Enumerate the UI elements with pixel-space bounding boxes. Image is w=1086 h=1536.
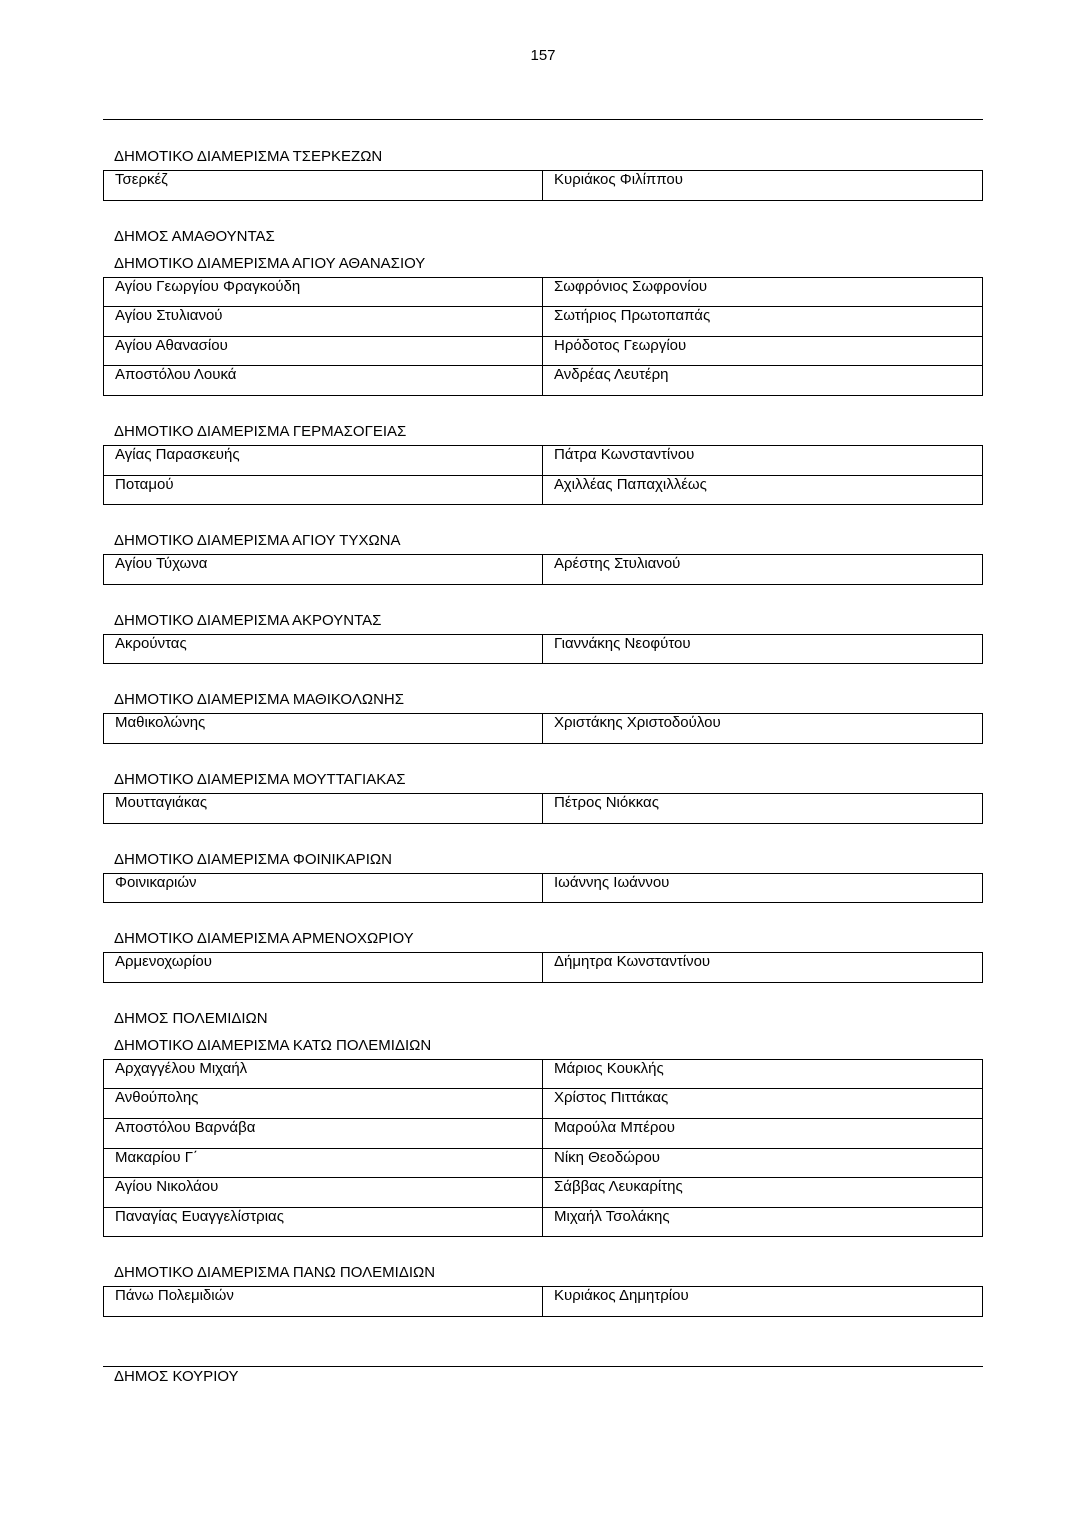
person-cell: Μαρούλα Μπέρου [543, 1118, 983, 1148]
district-title: ΔΗΜΟΤΙΚΟ ΔΙΑΜΕΡΙΣΜΑ ΜΑΘΙΚΟΛΩΝΗΣ [114, 691, 405, 709]
municipality-title: ΔΗΜΟΣ ΑΜΑΘΟΥΝΤΑΣ [114, 227, 275, 245]
district-table [103, 713, 983, 744]
person-cell: Μάριος Κουκλής [543, 1059, 983, 1089]
table-row [104, 1287, 983, 1317]
district-table [103, 793, 983, 824]
municipality-title: ΔΗΜΟΣ ΠΟΛΕΜΙΔΙΩΝ [114, 1009, 268, 1027]
table-row [104, 366, 983, 396]
parish-cell: Αγίου Τύχωνα [104, 555, 543, 585]
parish-cell: Αποστόλου Βαρνάβα [104, 1118, 543, 1148]
parish-cell: Αρμενοχωρίου [104, 953, 543, 983]
district-section [103, 771, 983, 824]
district-section [103, 1037, 983, 1238]
district-section [103, 532, 983, 585]
footer-rule [103, 1366, 983, 1367]
parish-cell: Μακαρίου Γ΄ [104, 1148, 543, 1178]
person-cell: Χριστάκης Χριστοδούλου [543, 714, 983, 744]
district-table [103, 445, 983, 505]
table-row [104, 445, 983, 475]
person-cell: Πέτρος Νιόκκας [543, 793, 983, 823]
district-table [103, 1059, 983, 1238]
district-section [103, 1264, 983, 1317]
parish-cell: Παναγίας Ευαγγελίστριας [104, 1207, 543, 1237]
district-table [103, 170, 983, 201]
table-row [104, 555, 983, 585]
table-row [104, 634, 983, 664]
table-row [104, 307, 983, 337]
district-title: ΔΗΜΟΤΙΚΟ ΔΙΑΜΕΡΙΣΜΑ ΜΟΥΤΤΑΓΙΑΚΑΣ [114, 770, 406, 788]
person-cell: Σωτήριος Πρωτοπαπάς [543, 307, 983, 337]
parish-cell: Τσερκέζ [104, 171, 543, 201]
table-row [104, 171, 983, 201]
person-cell: Πάτρα Κωνσταντίνου [543, 445, 983, 475]
parish-cell: Μαθικολώνης [104, 714, 543, 744]
document-body [103, 148, 983, 1344]
district-title: ΔΗΜΟΤΙΚΟ ΔΙΑΜΕΡΙΣΜΑ ΑΡΜΕΝΟΧΩΡΙΟΥ [114, 930, 414, 948]
district-title: ΔΗΜΟΤΙΚΟ ΔΙΑΜΕΡΙΣΜΑ ΠΑΝΩ ΠΟΛΕΜΙΔΙΩΝ [114, 1264, 436, 1282]
district-section [103, 423, 983, 505]
parish-cell: Αγίου Αθανασίου [104, 336, 543, 366]
district-section [103, 612, 983, 665]
district-title: ΔΗΜΟΤΙΚΟ ΔΙΑΜΕΡΙΣΜΑ ΑΚΡΟΥΝΤΑΣ [114, 611, 382, 629]
table-row [104, 336, 983, 366]
table-row [104, 793, 983, 823]
parish-cell: Αγίου Στυλιανού [104, 307, 543, 337]
municipality-section [103, 148, 983, 201]
table-row [104, 1059, 983, 1089]
district-section [103, 148, 983, 201]
district-section [103, 255, 983, 396]
district-table [103, 1286, 983, 1317]
parish-cell: Μουτταγιάκας [104, 793, 543, 823]
municipality-section [103, 1010, 983, 1317]
person-cell: Γιαννάκης Νεοφύτου [543, 634, 983, 664]
district-title: ΔΗΜΟΤΙΚΟ ΔΙΑΜΕΡΙΣΜΑ ΚΑΤΩ ΠΟΛΕΜΙΔΙΩΝ [114, 1036, 432, 1054]
parish-cell: Ακρούντας [104, 634, 543, 664]
person-cell: Αρέστης Στυλιανού [543, 555, 983, 585]
district-section [103, 691, 983, 744]
district-table [103, 873, 983, 904]
district-title: ΔΗΜΟΤΙΚΟ ΔΙΑΜΕΡΙΣΜΑ ΦΟΙΝΙΚΑΡΙΩΝ [114, 850, 392, 868]
table-row [104, 475, 983, 505]
person-cell: Μιχαήλ Τσολάκης [543, 1207, 983, 1237]
parish-cell: Ανθούπολης [104, 1089, 543, 1119]
district-table [103, 952, 983, 983]
district-title: ΔΗΜΟΤΙΚΟ ΔΙΑΜΕΡΙΣΜΑ ΑΓΙΟΥ ΑΘΑΝΑΣΙΟΥ [114, 254, 426, 272]
parish-cell: Αποστόλου Λουκά [104, 366, 543, 396]
parish-cell: Φοινικαριών [104, 873, 543, 903]
table-row [104, 1118, 983, 1148]
header-rule [103, 119, 983, 120]
person-cell: Σάββας Λευκαρίτης [543, 1178, 983, 1208]
person-cell: Νίκη Θεοδώρου [543, 1148, 983, 1178]
parish-cell: Πάνω Πολεμιδιών [104, 1287, 543, 1317]
district-table [103, 554, 983, 585]
table-row [104, 714, 983, 744]
page-number: 157 [530, 47, 556, 64]
parish-cell: Αγίου Γεωργίου Φραγκούδη [104, 277, 543, 307]
district-table [103, 277, 983, 396]
person-cell: Σωφρόνιος Σωφρονίου [543, 277, 983, 307]
table-row [104, 1178, 983, 1208]
table-row [104, 1148, 983, 1178]
parish-cell: Αρχαγγέλου Μιχαήλ [104, 1059, 543, 1089]
district-title: ΔΗΜΟΤΙΚΟ ΔΙΑΜΕΡΙΣΜΑ ΤΣΕΡΚΕΖΩΝ [114, 148, 383, 165]
person-cell: Κυριάκος Δημητρίου [543, 1287, 983, 1317]
municipality-section [103, 228, 983, 983]
person-cell: Δήμητρα Κωνσταντίνου [543, 953, 983, 983]
person-cell: Ηρόδοτος Γεωργίου [543, 336, 983, 366]
parish-cell: Αγίου Νικολάου [104, 1178, 543, 1208]
district-table [103, 634, 983, 665]
parish-cell: Ποταμού [104, 475, 543, 505]
person-cell: Ανδρέας Λευτέρη [543, 366, 983, 396]
person-cell: Αχιλλέας Παπαχιλλέως [543, 475, 983, 505]
parish-cell: Αγίας Παρασκευής [104, 445, 543, 475]
district-section [103, 930, 983, 983]
footer-municipality-title: ΔΗΜΟΣ ΚΟΥΡΙΟΥ [114, 1368, 239, 1385]
table-row [104, 953, 983, 983]
person-cell: Ιωάννης Ιωάννου [543, 873, 983, 903]
table-row [104, 1089, 983, 1119]
table-row [104, 277, 983, 307]
table-row [104, 1207, 983, 1237]
district-title: ΔΗΜΟΤΙΚΟ ΔΙΑΜΕΡΙΣΜΑ ΓΕΡΜΑΣΟΓΕΙΑΣ [114, 422, 407, 440]
district-section [103, 851, 983, 904]
district-title: ΔΗΜΟΤΙΚΟ ΔΙΑΜΕΡΙΣΜΑ ΑΓΙΟΥ ΤΥΧΩΝΑ [114, 532, 401, 550]
person-cell: Χρίστος Πιττάκας [543, 1089, 983, 1119]
person-cell: Κυριάκος Φιλίππου [543, 171, 983, 201]
table-row [104, 873, 983, 903]
